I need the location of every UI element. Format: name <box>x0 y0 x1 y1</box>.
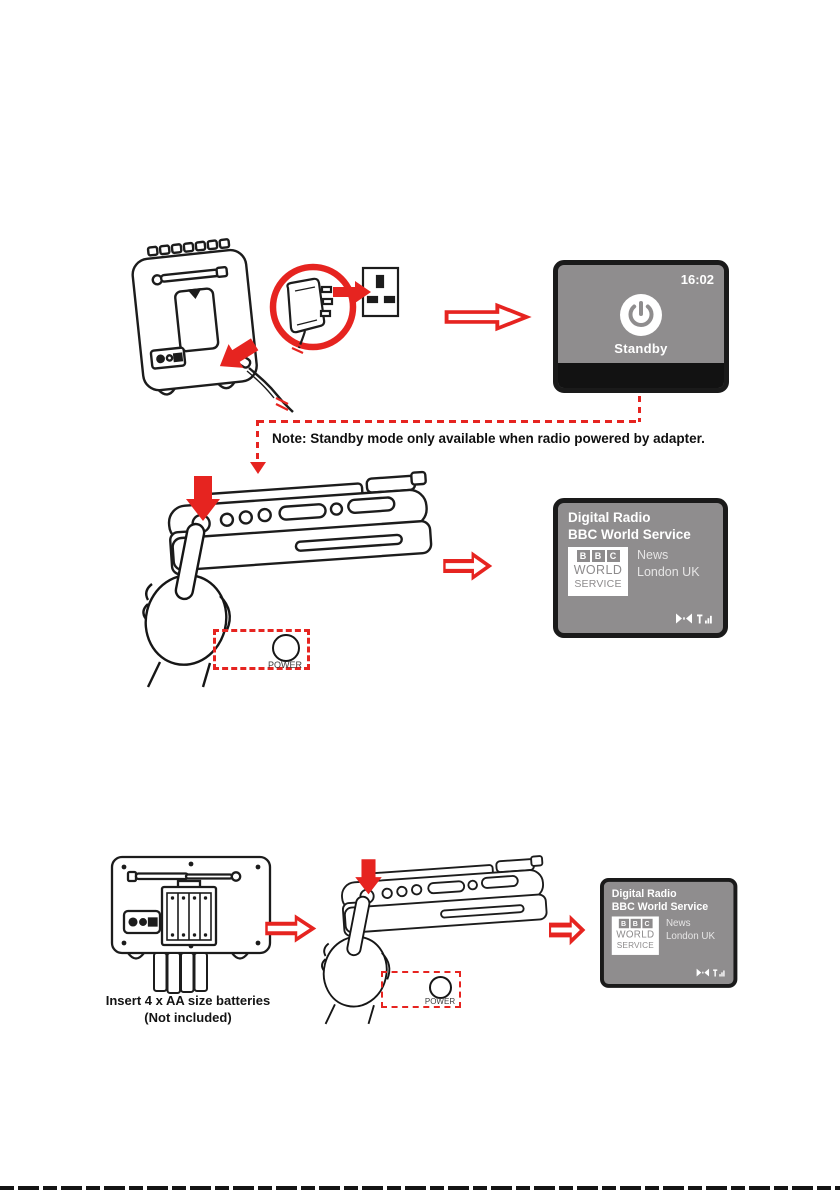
clock-time: 16:02 <box>680 272 714 287</box>
arrow-right-icon <box>444 303 530 331</box>
bbc-logo-letter: B <box>630 919 640 928</box>
radio-display-screen-small <box>600 878 738 988</box>
station-info-line: London UK <box>637 565 700 579</box>
dashed-connector <box>257 420 641 423</box>
arrow-right-icon <box>549 916 584 944</box>
screen-title: Digital Radio <box>611 887 677 900</box>
station-info-line: News <box>665 917 691 929</box>
aa-batteries <box>154 953 207 993</box>
speaker-icon <box>697 968 710 977</box>
speaker-icon <box>676 613 692 624</box>
port-panel <box>151 347 186 368</box>
bbc-logo-word: WORLD <box>573 563 623 577</box>
power-icon <box>620 294 662 336</box>
radio-back-and-adapter-illustration <box>116 228 408 414</box>
port-panel <box>124 911 160 933</box>
power-button-circle <box>272 634 300 662</box>
bbc-logo-letter: C <box>642 919 652 928</box>
power-button-callout <box>213 629 310 670</box>
bbc-logo-letter: C <box>607 550 620 562</box>
radio-display-screen <box>553 498 728 638</box>
battery-compartment <box>162 881 216 945</box>
dashed-connector <box>638 396 641 422</box>
power-button-label: POWER <box>267 660 302 670</box>
screen-footer-bar <box>558 363 724 388</box>
arrow-right-icon <box>265 915 315 942</box>
power-button-circle <box>429 976 452 999</box>
bbc-logo-letter: B <box>592 550 605 562</box>
dashed-connector <box>256 420 259 463</box>
screen-subtitle: BBC World Service <box>568 527 691 542</box>
radio-back-illustration <box>130 238 259 397</box>
battery-caption-line2: (Not included) <box>144 1010 232 1025</box>
arrow-right-icon <box>443 552 491 580</box>
bbc-world-service-logo <box>612 916 659 954</box>
power-button-label: POWER <box>424 997 456 1006</box>
bbc-logo-letter: B <box>618 919 628 928</box>
battery-caption-line1: Insert 4 x AA size batteries <box>105 993 271 1008</box>
standby-screen <box>553 260 729 393</box>
power-adapter-illustration <box>287 279 332 348</box>
bbc-world-service-logo <box>568 547 628 596</box>
note-text: Note: Standby mode only available when radio powered by adapter. <box>272 431 705 446</box>
bbc-logo-word: WORLD <box>616 929 655 941</box>
screen-title: Digital Radio <box>568 510 651 525</box>
station-info-line: News <box>637 548 669 562</box>
bbc-logo-word: SERVICE <box>616 940 654 951</box>
screen-subtitle: BBC World Service <box>611 900 709 913</box>
station-info-line: London UK <box>665 930 716 942</box>
battery-caption <box>98 992 278 1026</box>
battery-radio-illustration <box>102 843 278 993</box>
bbc-logo-letter: B <box>577 550 590 562</box>
bbc-logo-word: SERVICE <box>574 578 622 590</box>
standby-label: Standby <box>614 341 668 356</box>
signal-strength-icon <box>713 968 725 977</box>
page-edge-artifact <box>0 1186 840 1190</box>
battery-door <box>175 288 219 352</box>
cable-break-mark <box>276 398 288 410</box>
power-button-callout <box>381 971 461 1008</box>
signal-strength-icon <box>697 613 712 624</box>
